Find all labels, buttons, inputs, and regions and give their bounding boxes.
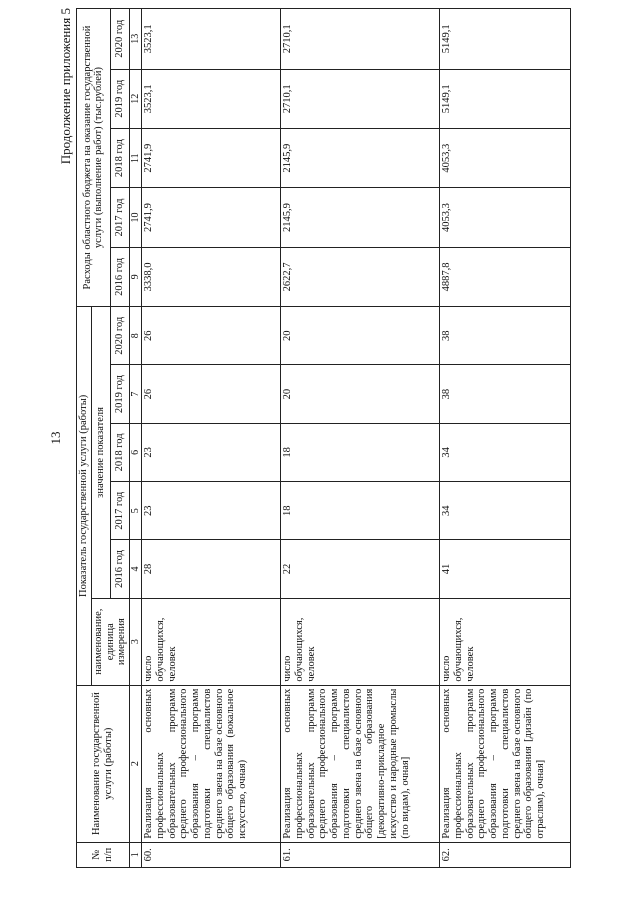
indicator-value: 41 — [440, 540, 571, 598]
indicator-name: число обучающихся, человек — [281, 598, 440, 685]
header-year: 2019 год — [110, 365, 129, 423]
document-page — [42, 8, 622, 868]
indicator-value: 34 — [440, 482, 571, 540]
expense-value: 3338,0 — [142, 247, 281, 306]
column-number: 4 — [130, 540, 142, 598]
header-indicator-value: значение показателя — [91, 307, 110, 599]
row-number: 61. — [281, 842, 440, 867]
indicator-value: 23 — [142, 423, 281, 481]
service-name: Реализация основных профессиональных образовательных программ среднего профессионального образования – программ подготовки специалистов среднего звена на базе основного общего образования [декоративно-прикладное искусство и народные промыслы (по видам), очная] — [281, 685, 440, 842]
appendix-continuation-note: Продолжение приложения 5 — [58, 8, 73, 165]
expense-value: 3523,1 — [142, 69, 281, 128]
header-year: 2020 год — [110, 307, 129, 365]
header-year: 2017 год — [110, 188, 129, 247]
table-row — [142, 9, 281, 868]
table-row — [440, 9, 571, 868]
indicator-value: 18 — [281, 423, 440, 481]
header-year: 2020 год — [110, 9, 129, 70]
service-name: Реализация основных профессиональных образовательных программ среднего профессионального образования – программ подготовки специалистов среднего звена на базе основного общего образования [дизайн (по отраслям), очная] — [440, 685, 571, 842]
column-number: 12 — [130, 69, 142, 128]
header-year: 2016 год — [110, 247, 129, 306]
row-number: 62. — [440, 842, 571, 867]
header-year: 2019 год — [110, 69, 129, 128]
expense-value: 2710,1 — [281, 9, 440, 70]
indicator-value: 38 — [440, 307, 571, 365]
header-year: 2018 год — [110, 423, 129, 481]
header-expenses-group: Расходы областного бюджета на оказание государственной услуги (выполнение работ) (тыс.рублей) — [77, 9, 111, 307]
column-number: 5 — [130, 482, 142, 540]
indicator-value: 20 — [281, 365, 440, 423]
expense-value: 2622,7 — [281, 247, 440, 306]
header-indicator-group: Показатель государственной услуги (работы) — [77, 307, 92, 686]
indicator-name: число обучающихся, человек — [440, 598, 571, 685]
column-number: 13 — [130, 9, 142, 70]
indicator-name: число обучающихся, человек — [142, 598, 281, 685]
column-number: 8 — [130, 307, 142, 365]
column-number: 1 — [130, 842, 142, 867]
indicator-value: 23 — [142, 482, 281, 540]
expense-value: 4887,8 — [440, 247, 571, 306]
services-table — [76, 8, 571, 868]
header-year: 2018 год — [110, 128, 129, 187]
header-year: 2016 год — [110, 540, 129, 598]
indicator-value: 28 — [142, 540, 281, 598]
expense-value: 2741,9 — [142, 188, 281, 247]
column-number: 11 — [130, 128, 142, 187]
indicator-value: 34 — [440, 423, 571, 481]
service-name: Реализация основных профессиональных образовательных программ среднего профессионального образования – программ подготовки специалистов среднего звена на базе основного общего образования (вокальное искусство, очная) — [142, 685, 281, 842]
row-number: 60. — [142, 842, 281, 867]
indicator-value: 20 — [281, 307, 440, 365]
column-number: 2 — [130, 685, 142, 842]
expense-value: 4053,3 — [440, 128, 571, 187]
expense-value: 3523,1 — [142, 9, 281, 70]
indicator-value: 26 — [142, 365, 281, 423]
column-number: 7 — [130, 365, 142, 423]
indicator-value: 18 — [281, 482, 440, 540]
column-number: 3 — [130, 598, 142, 685]
expense-value: 4053,3 — [440, 188, 571, 247]
expense-value: 5149,1 — [440, 69, 571, 128]
expense-value: 5149,1 — [440, 9, 571, 70]
expense-value: 2741,9 — [142, 128, 281, 187]
expense-value: 2145,9 — [281, 188, 440, 247]
expense-value: 2145,9 — [281, 128, 440, 187]
header-year: 2017 год — [110, 482, 129, 540]
column-number: 6 — [130, 423, 142, 481]
column-number: 9 — [130, 247, 142, 306]
table-row — [281, 9, 440, 868]
indicator-value: 26 — [142, 307, 281, 365]
indicator-value: 22 — [281, 540, 440, 598]
indicator-value: 38 — [440, 365, 571, 423]
column-number: 10 — [130, 188, 142, 247]
header-indicator-name: наименование, единица измерения — [91, 598, 129, 685]
page-number: 13 — [48, 431, 63, 445]
expense-value: 2710,1 — [281, 69, 440, 128]
header-number: № п/п — [77, 842, 130, 867]
header-service-name: Наименование государственной услуги (работы) — [77, 685, 130, 842]
